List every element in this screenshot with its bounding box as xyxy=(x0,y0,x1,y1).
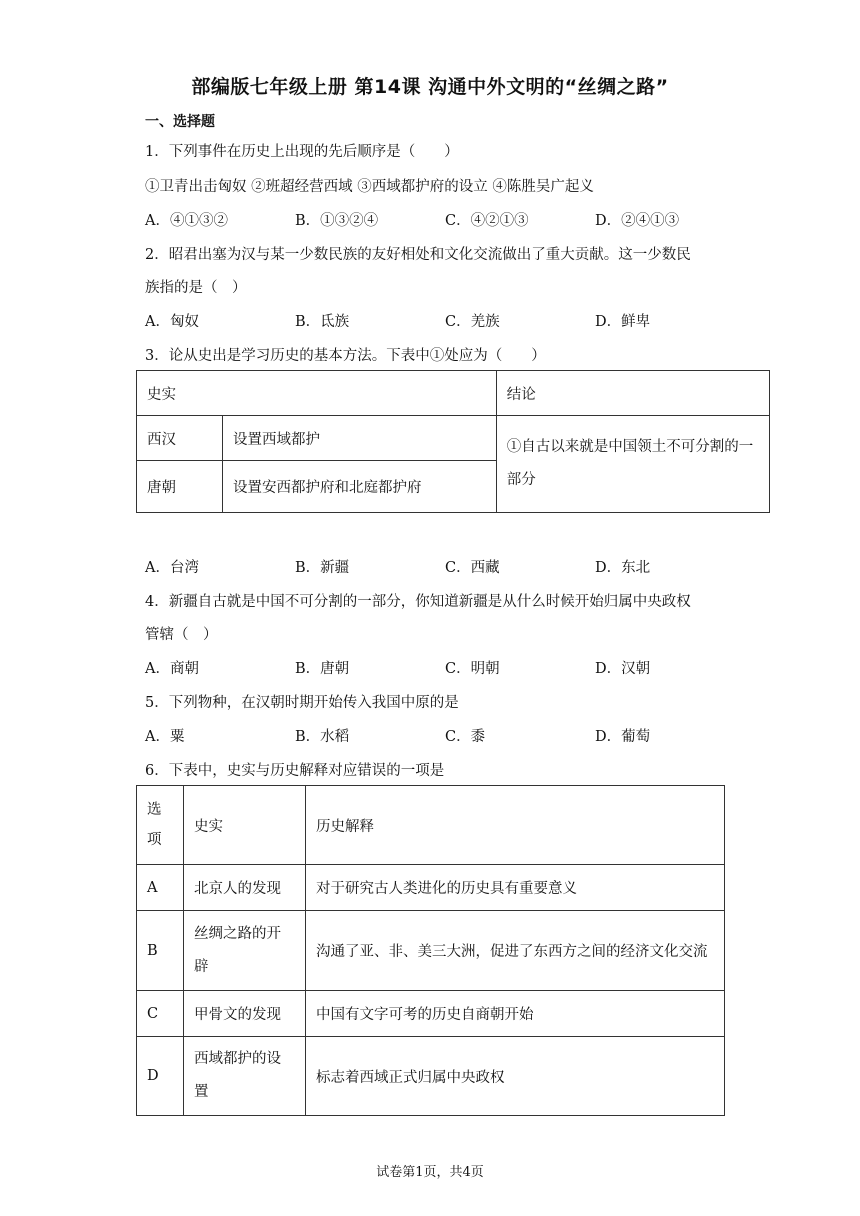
q6-row-fact-line2: 辟 xyxy=(194,958,209,975)
page-footer: 试卷第1页，共4页 xyxy=(376,1165,484,1180)
q3-option-c[interactable]: C．西藏 xyxy=(445,560,500,576)
q3-table-conclusion xyxy=(496,416,769,513)
q6-row-option: D xyxy=(137,1037,184,1116)
q2-option-a[interactable]: A．匈奴 xyxy=(145,314,199,330)
q5-option-d[interactable]: D．葡萄 xyxy=(595,729,651,745)
q4-stem-line2: 管辖（ ） xyxy=(145,627,218,643)
q5-stem: 5．下列物种，在汉朝时期开始传入我国中原的是 xyxy=(145,695,459,711)
q1-option-b[interactable]: B．①③②④ xyxy=(295,213,379,229)
q3-table xyxy=(136,370,770,513)
q3-stem: 3．论从史出是学习历史的基本方法。下表中①处应为（ ） xyxy=(145,348,546,364)
q4-option-c[interactable]: C．明朝 xyxy=(445,661,500,677)
q1-stem: 1．下列事件在历史上出现的先后顺序是（ ） xyxy=(145,144,459,160)
q1-option-a[interactable]: A．④①③② xyxy=(145,213,228,229)
q1-option-c[interactable]: C．④②①③ xyxy=(445,213,529,229)
q6-row-explanation: 标志着西域正式归属中央政权 xyxy=(306,1037,725,1116)
q6-row-option: B xyxy=(137,911,184,991)
q6-row-fact: 北京人的发现 xyxy=(184,865,306,911)
q5-option-b[interactable]: B．水稻 xyxy=(295,729,350,745)
q6-row-fact-line1: 西域都护的设 xyxy=(194,1051,281,1067)
q3-option-d[interactable]: D．东北 xyxy=(595,560,651,576)
q6-row-explanation: 对于研究古人类进化的历史具有重要意义 xyxy=(306,865,725,911)
q6-header-explanation: 历史解释 xyxy=(306,786,725,865)
q5-option-c[interactable]: C．黍 xyxy=(445,729,486,745)
q4-stem-line1: 4．新疆自古就是中国不可分割的一部分，你知道新疆是从什么时候开始归属中央政权 xyxy=(145,594,691,610)
q1-option-d[interactable]: D．②④①③ xyxy=(595,213,680,229)
q3-option-b[interactable]: B．新疆 xyxy=(295,560,350,576)
q2-option-b[interactable]: B．氐族 xyxy=(295,314,350,330)
q6-row-option: C xyxy=(137,991,184,1037)
q6-header-option-line1: 选 xyxy=(147,802,162,818)
q2-option-c[interactable]: C．羌族 xyxy=(445,314,500,330)
q6-row-option: A xyxy=(137,865,184,911)
q3-table-fact: 设置西域都护 xyxy=(223,416,497,461)
q6-row-fact-line2: 置 xyxy=(194,1084,209,1100)
q3-conclusion-line1: ①自古以来就是中国领土不可分割的一 xyxy=(506,439,754,455)
q6-row-fact-line1: 丝绸之路的开 xyxy=(194,925,281,942)
q3-table-dynasty: 西汉 xyxy=(137,416,223,461)
q6-stem: 6．下表中，史实与历史解释对应错误的一项是 xyxy=(145,763,445,779)
q4-option-a[interactable]: A．商朝 xyxy=(145,661,199,677)
q3-table-header-facts: 史实 xyxy=(137,371,497,416)
q2-stem-line2: 族指的是（ ） xyxy=(145,280,247,296)
q6-table xyxy=(136,785,725,1116)
section-heading: 一、选择题 xyxy=(145,114,215,130)
q3-conclusion-line2: 部分 xyxy=(506,472,536,488)
q3-table-header-conclusion: 结论 xyxy=(496,371,769,416)
q4-option-d[interactable]: D．汉朝 xyxy=(595,661,651,677)
q2-stem-line1: 2．昭君出塞为汉与某一少数民族的友好相处和文化交流做出了重大贡献。这一少数民 xyxy=(145,247,691,263)
q6-header-option-line2: 项 xyxy=(147,832,162,848)
q6-header-option xyxy=(137,786,184,865)
q3-table-dynasty: 唐朝 xyxy=(137,461,223,513)
q5-option-a[interactable]: A．粟 xyxy=(145,729,185,745)
q6-row-explanation: 沟通了亚、非、美三大洲，促进了东西方之间的经济文化交流 xyxy=(306,911,725,991)
q3-option-a[interactable]: A．台湾 xyxy=(145,560,199,576)
q3-table-fact: 设置安西都护府和北庭都护府 xyxy=(223,461,497,513)
page-title: 部编版七年级上册 第14课 沟通中外文明的“丝绸之路” xyxy=(191,76,669,98)
q6-row-fact: 甲骨文的发现 xyxy=(184,991,306,1037)
q1-items: ①卫青出击匈奴 ②班超经营西域 ③西域都护府的设立 ④陈胜吴广起义 xyxy=(145,179,594,195)
q6-row-fact xyxy=(184,1037,306,1116)
q6-row-explanation: 中国有文字可考的历史自商朝开始 xyxy=(306,991,725,1037)
q4-option-b[interactable]: B．唐朝 xyxy=(295,661,350,677)
q2-option-d[interactable]: D．鲜卑 xyxy=(595,314,651,330)
q6-row-fact xyxy=(184,911,306,991)
q6-header-fact: 史实 xyxy=(184,786,306,865)
